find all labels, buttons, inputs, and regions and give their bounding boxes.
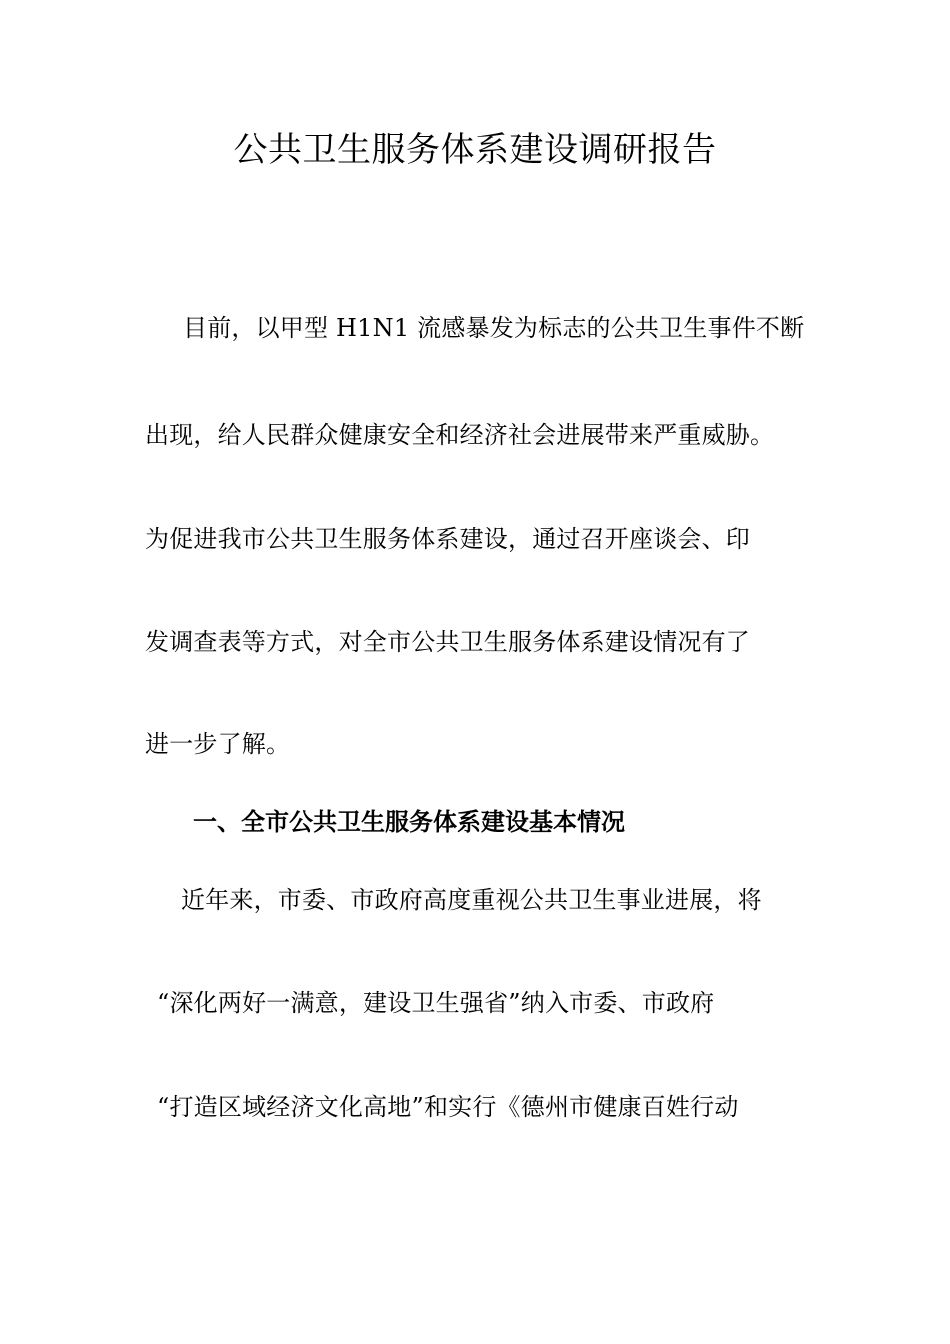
paragraph-line: “深化两好一满意，建设卫生强省”纳入市委、市政府 [157, 989, 715, 1017]
paragraph-line: 发调查表等方式，对全市公共卫生服务体系建设情况有了 [145, 628, 750, 656]
paragraph-line: 近年来，市委、市政府高度重视公共卫生事业进展，将 [181, 886, 762, 914]
document-title: 公共卫生服务体系建设调研报告 [233, 130, 717, 170]
paragraph-line: 为促进我市公共卫生服务体系建设，通过召开座谈会、印 [145, 525, 750, 553]
paragraph-line: 进一步了解。 [145, 730, 291, 758]
paragraph-line: 目前，以甲型 H1N1 流感暴发为标志的公共卫生事件不断 [183, 314, 805, 342]
paragraph-line: “打造区域经济文化高地”和实行《德州市健康百姓行动 [157, 1093, 739, 1121]
section-heading: 一、全市公共卫生服务体系建设基本情况 [193, 808, 625, 836]
paragraph-line: 出现，给人民群众健康安全和经济社会进展带来严重威胁。 [145, 421, 775, 449]
